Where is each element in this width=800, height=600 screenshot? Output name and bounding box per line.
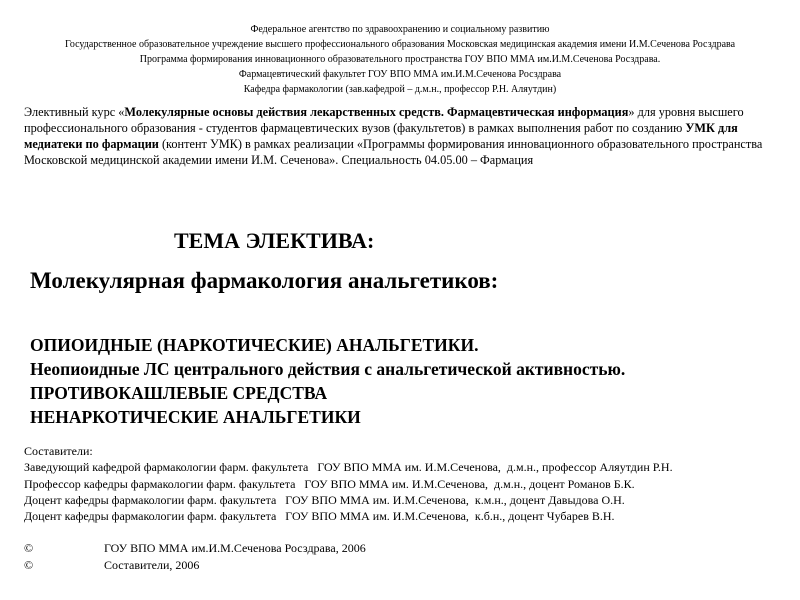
authors-block (24, 443, 673, 524)
intro-text-3: (контент УМК) в рамках реализации «Программы формирования инновационного образовательного пространства Московской медицинской академии имени И.М. Сеченова». Специальность 04.05.00 – Фармация (24, 137, 763, 167)
header-line-institution: Государственное образовательное учреждение высшего профессионального образования Московская медицинская академия имени И.М.Сеченова Росздрава (64, 39, 736, 50)
header-line-program: Программа формирования инновационного образовательного пространства ГОУ ВПО ММА им.И.М.Сеченова Росздрава. (139, 54, 661, 65)
copyright-block (24, 540, 366, 573)
intro-text-1: Элективный курс « (24, 105, 125, 119)
copyright-text: ГОУ ВПО ММА им.И.М.Сеченова Росздрава, 2006 (104, 541, 366, 555)
copyright-text: Составители, 2006 (104, 557, 200, 572)
main-title: Молекулярная фармакология анальгетиков: (30, 268, 499, 293)
copyright-line (24, 557, 366, 574)
intro-course-title: Молекулярные основы действия лекарственных средств. Фармацевтическая информация (124, 105, 629, 119)
topic-non-opioid-central: Неопиоидные ЛС центрального действия с анальгетической активностью. (30, 359, 626, 379)
topics-list (30, 333, 625, 429)
theme-title: ТЕМА ЭЛЕКТИВА: (174, 228, 375, 253)
header-line-faculty: Фармацевтический факультет ГОУ ВПО ММА им.И.М.Сеченова Росздрава (238, 69, 562, 80)
intro-text-2: » для уровня высшего профессионального образования - студентов фармацевтических вузов (факультетов) в рамках выполнения работ по созданию (24, 105, 744, 135)
header-line-department: Кафедра фармакологии (зав.кафедрой – д.м.н., профессор Р.Н. Аляутдин) (243, 84, 557, 95)
intro-umk-title: УМК для медиатеки по фармации (24, 121, 738, 151)
document-header (0, 22, 800, 97)
topic-antitussives: ПРОТИВОКАШЛЕВЫЕ СРЕДСТВА (30, 383, 328, 403)
author-line: Доцент кафедры фармакологии фарм. факультета ГОУ ВПО ММА им. И.М.Сеченова, к.м.н., доцент Давыдова О.Н. (24, 492, 625, 507)
topic-opioid-analgesics: ОПИОИДНЫЕ (НАРКОТИЧЕСКИЕ) АНАЛЬГЕТИКИ. (30, 335, 479, 355)
copyright-symbol: © (24, 541, 34, 555)
copyright-line (24, 540, 366, 557)
course-intro-paragraph (24, 104, 776, 168)
authors-heading: Составители: (24, 444, 93, 458)
header-line-agency: Федеральное агентство по здравоохранению и социальному развитию (250, 24, 550, 35)
author-line: Доцент кафедры фармакологии фарм. факультета ГОУ ВПО ММА им. И.М.Сеченова, к.б.н., доцент Чубарев В.Н. (24, 509, 615, 524)
copyright-symbol: © (24, 557, 34, 572)
author-line: Заведующий кафедрой фармакологии фарм. факультета ГОУ ВПО ММА им. И.М.Сеченова, д.м.н., профессор Аляутдин Р.Н. (24, 460, 673, 475)
topic-non-narcotic-analgesics: НЕНАРКОТИЧЕСКИЕ АНАЛЬГЕТИКИ (30, 407, 361, 427)
author-line: Профессор кафедры фармакологии фарм. факультета ГОУ ВПО ММА им. И.М.Сеченова, д.м.н., доцент Романов Б.К. (24, 476, 635, 491)
